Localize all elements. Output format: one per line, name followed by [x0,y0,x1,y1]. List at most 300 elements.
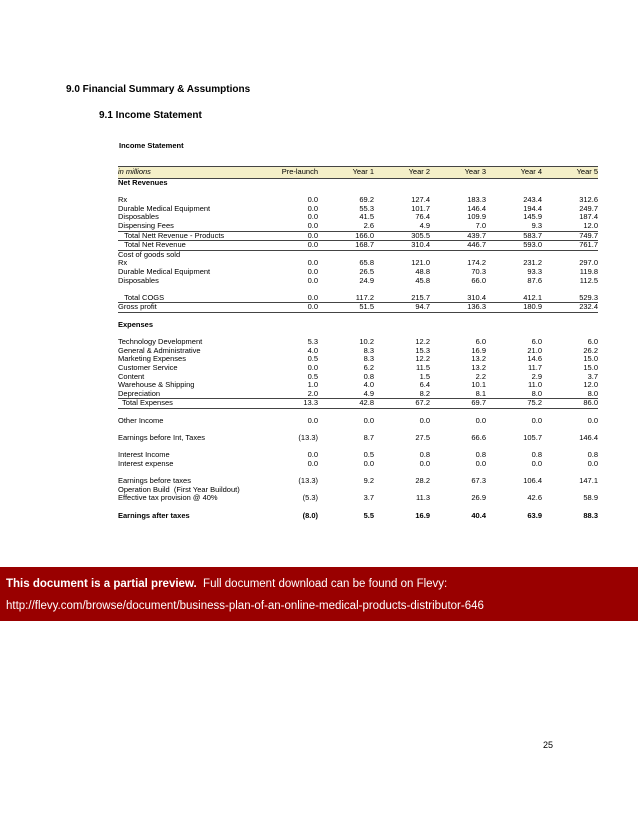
cell-value: 146.4 [467,204,486,213]
cell-value: 6.0 [587,338,598,347]
cell-value: 310.4 [430,294,486,303]
table-row [118,451,598,460]
cell-value [542,408,598,417]
cell-value: 2.2 [475,372,486,381]
cell-value: 12.0 [542,222,598,231]
cell-value [272,469,318,478]
cell-value [430,486,486,495]
cell-value: 112.5 [579,276,598,285]
table-row [118,294,598,303]
cell-value [272,312,318,321]
table-row [118,241,598,251]
cell-value [542,426,598,435]
cell-value: 9.3 [486,222,542,231]
row-label: Durable Medical Equipment [118,267,211,276]
cell-value: 10.2 [359,338,374,347]
cell-value: 0.8 [419,451,430,460]
cell-value [318,179,374,188]
cell-value: 105.7 [523,434,542,443]
cell-value: 0.0 [307,213,318,222]
banner-bold-text: This document is a partial preview. [6,578,197,590]
cell-value [374,188,430,197]
cell-value: 109.9 [467,213,486,222]
cell-value: 174.2 [467,259,486,268]
cell-value [318,443,374,452]
cell-value: 21.0 [527,346,542,355]
table-row [118,477,598,486]
cell-value: 11.3 [415,494,430,503]
cell-value [486,285,542,294]
cell-value: 93.3 [527,267,542,276]
table-row [118,373,598,382]
cell-value: 305.5 [374,231,430,241]
cell-value: 297.0 [579,259,598,268]
cell-value [272,321,318,330]
row-label [118,312,272,321]
cell-value: (5.3) [302,494,318,503]
cell-value: 0.0 [307,259,318,268]
table-row [118,188,598,197]
cell-value: 2.9 [531,372,542,381]
row-label: Gross profit [118,303,272,313]
row-label: Cost of goods sold [118,250,181,259]
cell-value: (13.3) [298,477,318,486]
cell-value [272,503,318,512]
row-label: Dispensing Fees [118,222,272,231]
cell-value [374,486,430,495]
cell-value [486,312,542,321]
cell-value: 11.0 [527,381,542,390]
preview-banner [0,567,638,621]
cell-value: 0.5 [307,372,318,381]
row-label: Rx [118,259,128,268]
cell-value [374,330,430,339]
cell-value: 5.3 [307,338,318,347]
row-label: Depreciation [118,390,272,399]
page-number: 25 [543,740,554,750]
cell-value: 0.0 [363,460,374,468]
cell-value: 215.7 [374,294,430,303]
row-label [118,408,272,417]
cell-value: 243.4 [523,196,542,205]
cell-value: 146.4 [579,434,598,443]
cell-value: 3.7 [587,372,598,381]
table-row [118,426,598,435]
cell-value [542,503,598,512]
table-row [118,285,598,294]
cell-value: 11.5 [415,363,430,372]
cell-value: 194.4 [523,204,542,213]
banner-message: Full document download can be found on Flevy: [203,578,448,590]
cell-value [374,321,430,330]
cell-value [318,469,374,478]
cell-value [486,250,542,259]
cell-value: 42.8 [318,399,374,409]
cell-value: 121.0 [411,259,430,268]
row-label: Total Net Revenue [118,241,272,251]
cell-value: 41.5 [359,213,374,222]
cell-value: 0.0 [307,460,318,468]
cell-value: 231.2 [523,259,542,268]
cell-value [272,285,318,294]
cell-value [430,321,486,330]
column-header: Year 2 [374,167,430,179]
cell-value: 6.4 [419,381,430,390]
table-row [118,259,598,268]
cell-value [486,330,542,339]
row-label [118,503,272,512]
column-header: Year 4 [486,167,542,179]
table-row [118,312,598,321]
cell-value: 593.0 [486,241,542,251]
cell-value [374,250,430,259]
table-row [118,231,598,241]
row-label [118,426,272,435]
cell-value: 2.6 [318,222,374,231]
cell-value: 87.6 [527,276,542,285]
cell-value: 145.9 [523,213,542,222]
table-row [118,390,598,399]
cell-value: 232.4 [542,303,598,313]
cell-value [430,408,486,417]
table-row [118,179,598,188]
cell-value: 42.6 [527,494,542,503]
cell-value: 761.7 [542,241,598,251]
row-label: Interest expense [118,460,174,468]
row-label: Customer Service [118,363,178,372]
row-label: Net Revenues [118,178,168,187]
cell-value: 48.8 [415,267,430,276]
column-header: Year 3 [430,167,486,179]
cell-value: 11.7 [527,363,542,372]
cell-value [542,469,598,478]
cell-value: 0.0 [272,303,318,313]
cell-value [542,250,598,259]
cell-value: 26.9 [471,494,486,503]
cell-value: 0.0 [587,460,598,468]
cell-value: 4.9 [318,390,374,399]
cell-value [272,486,318,495]
cell-value: 0.0 [587,417,598,426]
table-caption: Income Statement [119,141,184,150]
cell-value: 0.0 [475,417,486,426]
cell-value [486,503,542,512]
column-header: Pre-launch [272,167,318,179]
cell-value [318,503,374,512]
cell-value: 180.9 [486,303,542,313]
cell-value [374,285,430,294]
cell-value: 0.0 [475,460,486,468]
cell-value [486,321,542,330]
row-label: Effective tax provision @ 40% [118,494,218,503]
row-label: Operation Build (First Year Buildout) [118,485,240,494]
row-label: Earnings before Int, Taxes [118,434,205,443]
cell-value: 13.3 [272,399,318,409]
cell-value [430,330,486,339]
cell-value [374,469,430,478]
cell-value: 310.4 [374,241,430,251]
cell-value: 70.3 [471,267,486,276]
cell-value: 28.2 [415,477,430,486]
cell-value [486,469,542,478]
cell-value: 0.0 [307,267,318,276]
cell-value [272,443,318,452]
cell-value: 24.9 [359,276,374,285]
cell-value [430,285,486,294]
section-heading: 9.0 Financial Summary & Assumptions [66,84,251,95]
cell-value: 127.4 [411,196,430,205]
cell-value [272,179,318,188]
cell-value: 0.0 [307,204,318,213]
table-row [118,213,598,222]
table-row [118,303,598,313]
cell-value: 40.4 [471,511,486,520]
cell-value: 1.0 [307,381,318,390]
cell-value: 8.1 [430,390,486,399]
cell-value [430,188,486,197]
cell-value: 0.0 [272,294,318,303]
cell-value: 0.0 [363,417,374,426]
column-header: Year 5 [542,167,598,179]
cell-value [486,426,542,435]
cell-value: 168.7 [318,241,374,251]
cell-value: 187.4 [579,213,598,222]
cell-value [318,408,374,417]
cell-value: 8.7 [363,434,374,443]
cell-value [374,503,430,512]
row-label: Marketing Expenses [118,355,186,364]
row-label: Content [118,372,145,381]
row-label: Total COGS [118,294,272,303]
cell-value: 86.0 [542,399,598,409]
cell-value: 0.0 [531,417,542,426]
table-row [118,408,598,417]
row-label: Technology Development [118,338,203,347]
cell-value: 63.9 [527,511,542,520]
row-label: Total Expenses [118,399,272,409]
cell-value [430,443,486,452]
cell-value [542,321,598,330]
cell-value [318,486,374,495]
cell-value: 166.0 [318,231,374,241]
cell-value: 15.0 [583,355,598,364]
cell-value: 27.5 [415,434,430,443]
cell-value: 0.0 [307,451,318,460]
cell-value: 15.0 [583,363,598,372]
cell-value: 0.0 [531,460,542,468]
cell-value [430,503,486,512]
cell-value: 0.0 [307,417,318,426]
cell-value [486,188,542,197]
cell-value: 12.2 [415,338,430,347]
table-row [118,347,598,356]
row-label: Total Nett Revenue - Products [118,231,272,241]
table-row [118,250,598,259]
cell-value [318,250,374,259]
row-label [118,469,272,478]
cell-value: 0.8 [475,451,486,460]
cell-value: 5.5 [363,511,374,520]
cell-value: 117.2 [318,294,374,303]
units-label: in millions [118,167,272,179]
cell-value [542,285,598,294]
cell-value: 147.1 [579,477,598,486]
cell-value: 0.5 [307,355,318,364]
cell-value: 15.3 [415,346,430,355]
cell-value: 0.0 [307,363,318,372]
document-link[interactable]: http://flevy.com/browse/document/business-plan-of-an-online-medical-products-distributor-646 [6,600,484,612]
cell-value [374,179,430,188]
cell-value [374,408,430,417]
cell-value: 67.3 [471,477,486,486]
cell-value: 7.0 [430,222,486,231]
cell-value [542,443,598,452]
cell-value: 2.0 [272,390,318,399]
column-header: Year 1 [318,167,374,179]
cell-value: 51.5 [318,303,374,313]
cell-value [318,426,374,435]
cell-value: 9.2 [363,477,374,486]
row-label: Other Income [118,417,164,426]
row-label: Expenses [118,321,154,329]
row-label: Earnings before taxes [118,477,191,486]
cell-value: 183.3 [467,196,486,205]
table-row [118,503,598,512]
cell-value [272,250,318,259]
cell-value: 529.3 [542,294,598,303]
cell-value: 88.3 [583,511,598,520]
cell-value: 749.7 [542,231,598,241]
cell-value [318,312,374,321]
row-label: General & Administrative [118,346,201,355]
cell-value [318,330,374,339]
cell-value [542,486,598,495]
cell-value: 69.2 [359,196,374,205]
cell-value: 8.0 [542,390,598,399]
row-label [118,188,272,197]
table-row [118,205,598,214]
table-row [118,196,598,205]
cell-value [486,443,542,452]
subsection-heading: 9.1 Income Statement [99,110,202,121]
cell-value: 4.9 [374,222,430,231]
cell-value [486,179,542,188]
cell-value: 4.0 [307,346,318,355]
cell-value: 0.8 [587,451,598,460]
row-label: Earnings after taxes [118,511,190,520]
cell-value: 0.8 [531,451,542,460]
cell-value: 412.1 [486,294,542,303]
cell-value: 26.5 [359,267,374,276]
cell-value: 69.7 [430,399,486,409]
cell-value: 67.2 [374,399,430,409]
cell-value: 0.0 [307,196,318,205]
table-row [118,268,598,277]
table-row [118,417,598,426]
table-row [118,434,598,443]
cell-value: 6.2 [363,363,374,372]
cell-value: 8.2 [374,390,430,399]
table-row [118,321,598,330]
cell-value: 136.3 [430,303,486,313]
cell-value: 3.7 [363,494,374,503]
cell-value [542,188,598,197]
cell-value: 439.7 [430,231,486,241]
table-row [118,222,598,231]
cell-value [318,285,374,294]
cell-value [272,426,318,435]
cell-value: 13.2 [471,355,486,364]
table-row [118,512,598,521]
cell-value [374,426,430,435]
table-row [118,486,598,495]
cell-value: 16.9 [471,346,486,355]
cell-value: 16.9 [415,511,430,520]
cell-value: 4.0 [363,381,374,390]
row-label [118,443,272,452]
cell-value [486,486,542,495]
cell-value: 55.3 [359,204,374,213]
table-row [118,330,598,339]
table-row [118,364,598,373]
cell-value: 312.6 [579,196,598,205]
cell-value: 101.7 [411,204,430,213]
cell-value: 94.7 [374,303,430,313]
cell-value: 65.8 [359,259,374,268]
table-row [118,338,598,347]
cell-value: 106.4 [523,477,542,486]
table-row [118,494,598,503]
cell-value: 10.1 [471,381,486,390]
cell-value: 0.8 [363,372,374,381]
cell-value: 58.9 [583,494,598,503]
table-row [118,277,598,286]
cell-value: 6.0 [531,338,542,347]
cell-value [318,188,374,197]
cell-value: 26.2 [583,346,598,355]
cell-value: 0.0 [307,276,318,285]
cell-value: 0.0 [419,417,430,426]
table-row [118,355,598,364]
cell-value: 0.0 [272,222,318,231]
table-row [118,443,598,452]
row-label: Warehouse & Shipping [118,381,195,390]
cell-value [430,426,486,435]
row-label [118,285,272,294]
cell-value: 76.4 [415,213,430,222]
cell-value: 249.7 [579,204,598,213]
cell-value [430,179,486,188]
cell-value [374,312,430,321]
banner-text [6,578,447,590]
cell-value: (13.3) [298,434,318,443]
cell-value [430,250,486,259]
row-label: Disposables [118,213,159,222]
cell-value [272,330,318,339]
cell-value: 14.6 [527,355,542,364]
table-row [118,381,598,390]
cell-value: 75.2 [486,399,542,409]
cell-value: 6.0 [475,338,486,347]
cell-value [318,321,374,330]
table-row [118,399,598,409]
row-label: Rx [118,196,128,205]
cell-value [374,443,430,452]
cell-value [486,408,542,417]
cell-value: 12.0 [583,381,598,390]
cell-value: 8.3 [363,355,374,364]
cell-value [272,188,318,197]
